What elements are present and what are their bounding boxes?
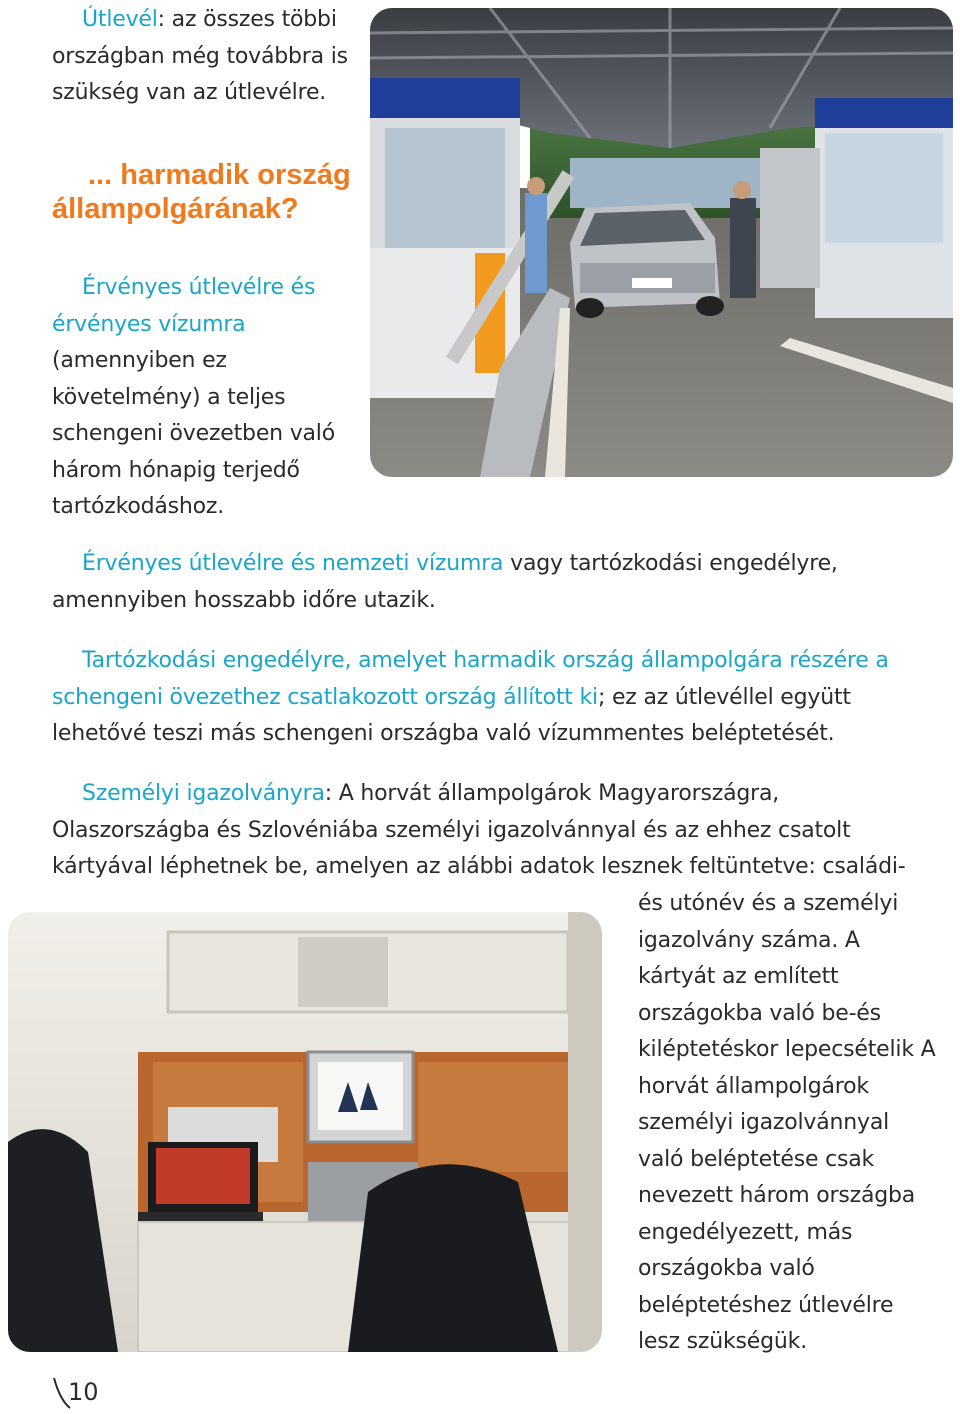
- paragraph-ervenyes-vizum: [52, 270, 352, 526]
- paragraph-tartozkodasi-engedely: [52, 643, 932, 753]
- term-ervenyes-vizum: Érvényes útlevélre és érvényes vízumra: [52, 275, 316, 337]
- page-number: 10: [68, 1378, 99, 1406]
- text-szemelyi-continuation: és utónév és a személyi igazolvány száma. A kártyát az említett országokba való be-és kiléptetéskor lepecsételik A horvát állampolgárok személyi igazolvánnyal való beléptetése csak nevezett három országba engedélyezett, más országokba való beléptetéshez útlevélre lesz szükségük.: [638, 891, 936, 1354]
- heading-harmadik-orszag: ... harmadik ország állampolgárának?: [52, 159, 351, 225]
- text-szemelyi-igazolvany: : A horvát állampolgárok Magyarországra, Olaszországba és Szlovéniába személyi igazolvánnyal és az ehhez csatolt kártyával léphetnek be, amelyen az alábbi adatok lesznek feltüntetve: családi-: [52, 781, 906, 879]
- border-checkpoint-photo: [370, 8, 953, 477]
- paragraph-utlevel: [52, 2, 352, 112]
- text-utlevel: : az összes többi országban még továbbra is szükség van az útlevélre.: [52, 7, 348, 105]
- text-ervenyes-vizum: (amennyiben ez követelmény) a teljes schengeni övezetben való három hónapig terjedő tartózkodáshoz.: [52, 348, 335, 519]
- paragraph-szemelyi-continuation: [638, 886, 938, 1361]
- term-nemzeti-vizum: Érvényes útlevélre és nemzeti vízumra: [82, 551, 504, 576]
- term-szemelyi-igazolvany: Személyi igazolványra: [82, 781, 325, 806]
- term-utlevel: Útlevél: [82, 7, 158, 32]
- text-tartozkodasi-engedely: ; ez az útlevéllel együtt lehetővé teszi más schengeni országba való vízummentes beléptetését.: [52, 684, 851, 746]
- paragraph-nemzeti-vizum: [52, 546, 932, 619]
- text-nemzeti-vizum: vagy tartózkodási engedélyre, amennyiben hosszabb időre utazik.: [52, 551, 838, 613]
- term-tartozkodasi-engedely: Tartózkodási engedélyre, amelyet harmadik ország állampolgára részére a schengeni övezethez csatlakozott ország állított ki: [52, 648, 889, 710]
- mobile-control-van-photo: [8, 912, 602, 1352]
- paragraph-szemelyi-igazolvany: [52, 776, 932, 886]
- section-heading: [52, 158, 352, 226]
- page-number-marker: [52, 1376, 112, 1410]
